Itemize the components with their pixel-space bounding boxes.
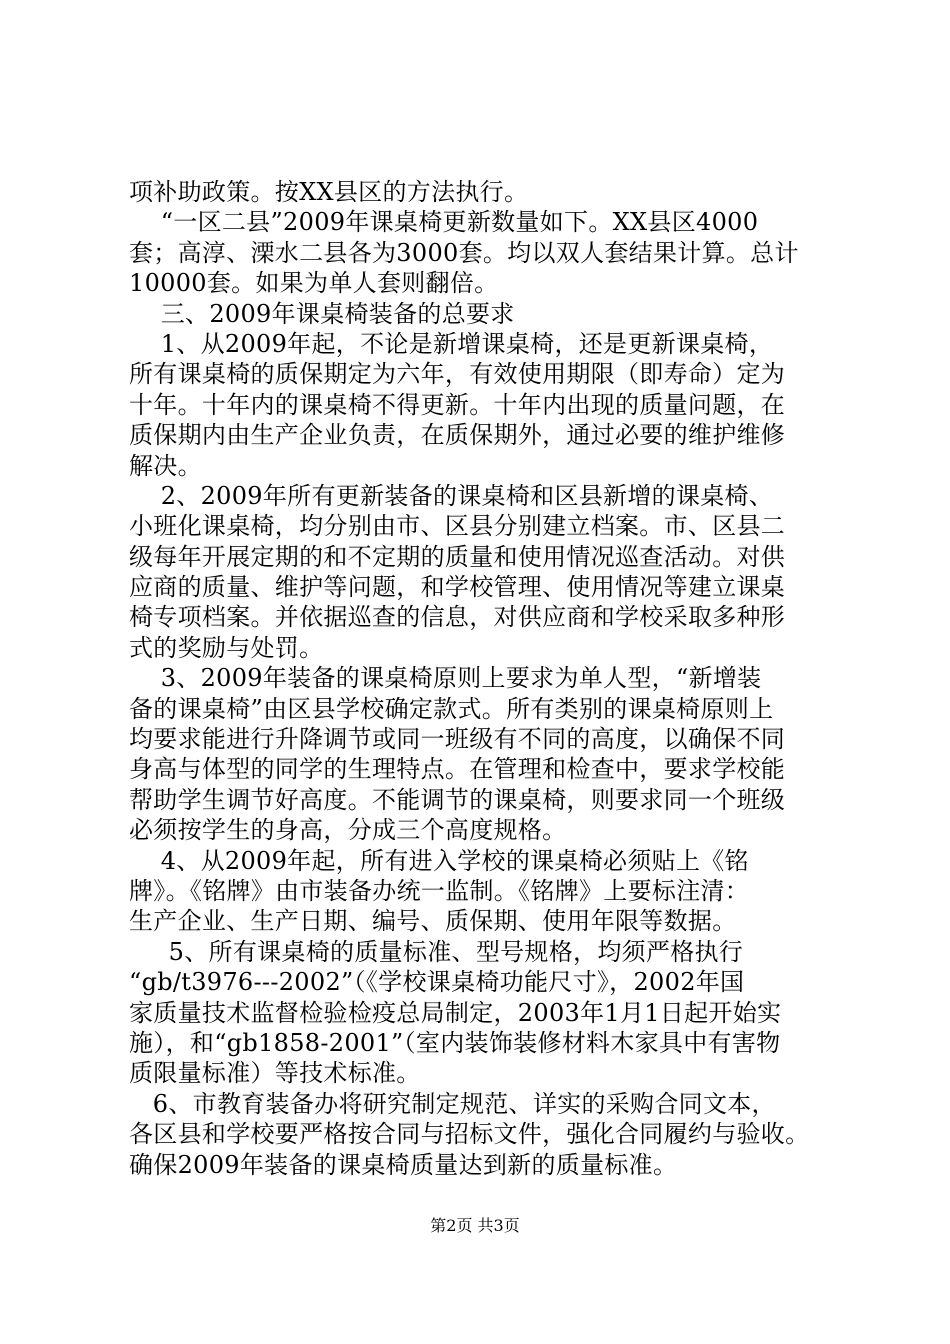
text-line: 家质量技术监督检验检疫总局制定，2003年1月1日起开始实 bbox=[129, 998, 782, 1027]
text-line: 套；高淳、溧水二县各为3000套。均以双人套结果计算。总计 bbox=[129, 238, 799, 267]
text-line: 10000套。如果为单人套则翻倍。 bbox=[129, 269, 499, 298]
text-line: 身高与体型的同学的生理特点。在管理和检查中，要求学校能 bbox=[129, 755, 786, 784]
text-line: 牌》。《铭牌》由市装备办统一监制。《铭牌》上要标注清： bbox=[129, 876, 750, 905]
text-line: “一区二县”2009年课桌椅更新数量如下。XX县区4000 bbox=[129, 208, 759, 237]
text-line: 各区县和学校要严格按合同与招标文件，强化合同履约与验收。 bbox=[129, 1120, 810, 1149]
text-line: 式的奖励与处罚。 bbox=[129, 633, 324, 662]
text-line: 项补助政策。按XX县区的方法执行。 bbox=[129, 178, 529, 206]
text-line: 帮助学生调节好高度。不能调节的课桌椅，则要求同一个班级 bbox=[129, 785, 786, 814]
text-line: 6、市教育装备办将研究制定规范、详实的采购合同文本， bbox=[129, 1089, 776, 1118]
text-line: “gb/t3976---2002”（《学校课桌椅功能尺寸》，2002年国 bbox=[129, 968, 745, 997]
text-line: 必须按学生的身高，分成三个高度规格。 bbox=[129, 816, 567, 845]
text-line: 均要求能进行升降调节或同一班级有不同的高度，以确保不同 bbox=[129, 725, 786, 754]
body-text bbox=[129, 177, 829, 1180]
text-line: 小班化课桌椅，均分别由市、区县分别建立档案。市、区县二 bbox=[129, 512, 786, 541]
text-line: 质保期内由生产企业负责，在质保期外，通过必要的维护维修 bbox=[129, 421, 786, 450]
text-line: 应商的质量、维护等问题，和学校管理、使用情况等建立课桌 bbox=[129, 573, 786, 602]
text-line: 确保2009年装备的课桌椅质量达到新的质量标准。 bbox=[129, 1150, 678, 1179]
text-line: 施），和“gb1858-2001”（室内装饰装修材料木家具中有害物 bbox=[129, 1028, 781, 1057]
text-line: 椅专项档案。并依据巡查的信息，对供应商和学校采取多种形 bbox=[129, 603, 786, 632]
text-line: 三、2009年课桌椅装备的总要求 bbox=[129, 299, 515, 328]
text-line: 十年。十年内的课桌椅不得更新。十年内出现的质量问题，在 bbox=[129, 390, 786, 419]
text-line: 备的课桌椅”由区县学校确定款式。所有类别的课桌椅原则上 bbox=[129, 694, 774, 723]
page-footer: 第2页 共3页 bbox=[430, 1216, 520, 1235]
text-line: 5、所有课桌椅的质量标准、型号规格，均须严格执行 bbox=[129, 937, 744, 966]
text-line: 质限量标准）等技术标准。 bbox=[129, 1059, 421, 1088]
text-line: 4、从2009年起，所有进入学校的课桌椅必须贴上《铭 bbox=[129, 846, 749, 875]
text-line: 解决。 bbox=[129, 451, 202, 480]
text-line: 所有课桌椅的质保期定为六年，有效使用期限（即寿命）定为 bbox=[129, 360, 786, 389]
text-line: 2、2009年所有更新装备的课桌椅和区县新增的课桌椅、 bbox=[129, 481, 774, 510]
text-line: 1、从2009年起，不论是新增课桌椅，还是更新课桌椅， bbox=[129, 329, 774, 358]
text-line: 3、2009年装备的课桌椅原则上要求为单人型，“新增装 bbox=[129, 664, 762, 693]
text-line: 级每年开展定期的和不定期的质量和使用情况巡查活动。对供 bbox=[129, 542, 786, 571]
text-line: 生产企业、生产日期、编号、质保期、使用年限等数据。 bbox=[129, 907, 737, 936]
